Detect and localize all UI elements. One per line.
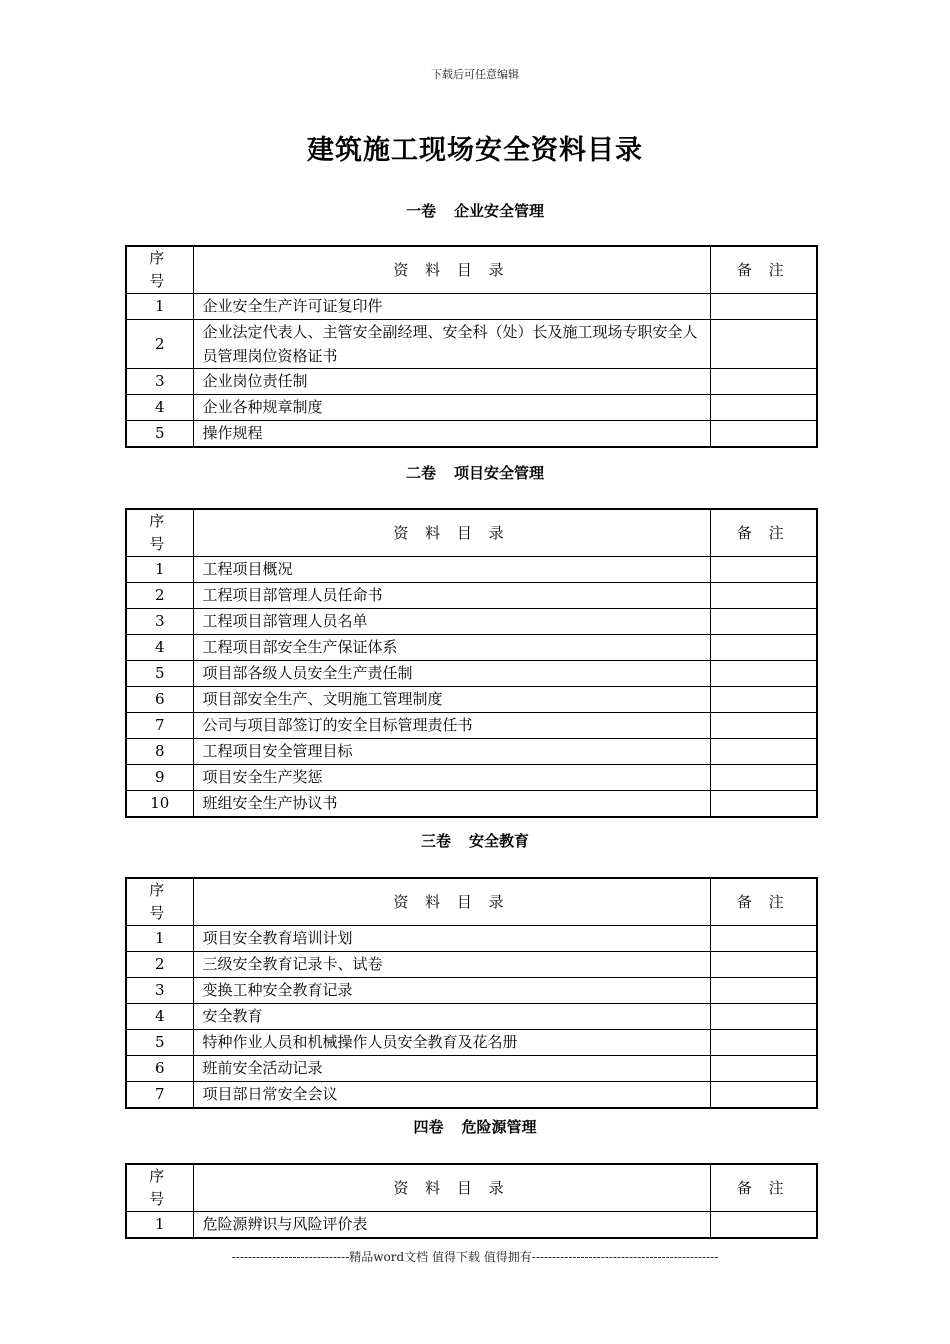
volume-label: 二卷 bbox=[405, 464, 436, 482]
header-remark: 备 注 bbox=[710, 246, 817, 294]
table-row bbox=[126, 609, 817, 635]
table-header-row bbox=[126, 509, 817, 557]
header-remark: 备 注 bbox=[710, 1164, 817, 1212]
header-item: 资 料 目 录 bbox=[193, 509, 710, 557]
table-row bbox=[126, 421, 817, 448]
header-note: 下载后可任意编辑 bbox=[431, 68, 519, 81]
row-remark bbox=[710, 320, 817, 369]
table-row bbox=[126, 320, 817, 369]
header-item: 资 料 目 录 bbox=[193, 246, 710, 294]
table-header-row bbox=[126, 1164, 817, 1212]
row-item: 工程项目部管理人员名单 bbox=[193, 609, 710, 635]
row-num: 5 bbox=[126, 661, 193, 687]
volume-name: 项目安全管理 bbox=[454, 464, 545, 482]
row-item: 工程项目部安全生产保证体系 bbox=[193, 635, 710, 661]
row-remark bbox=[710, 791, 817, 818]
row-remark bbox=[710, 661, 817, 687]
table-row bbox=[126, 739, 817, 765]
volume-table-2 bbox=[125, 508, 818, 818]
row-item: 项目安全生产奖惩 bbox=[193, 765, 710, 791]
volume-table-1 bbox=[125, 245, 818, 448]
row-remark bbox=[710, 978, 817, 1004]
row-num: 3 bbox=[126, 978, 193, 1004]
row-remark bbox=[710, 952, 817, 978]
row-item: 工程项目概况 bbox=[193, 557, 710, 583]
row-num: 1 bbox=[126, 1212, 193, 1239]
row-remark bbox=[710, 926, 817, 952]
row-num: 6 bbox=[126, 1056, 193, 1082]
table-header-row bbox=[126, 878, 817, 926]
footer-note: -----------------------------精品word文档 值得下载 值得拥有---------------------------------------------- bbox=[231, 1250, 719, 1264]
header-remark: 备 注 bbox=[710, 509, 817, 557]
header-num: 序 号 bbox=[126, 246, 193, 294]
row-num: 7 bbox=[126, 713, 193, 739]
page-title: 建筑施工现场安全资料目录 bbox=[307, 135, 643, 166]
table-row bbox=[126, 713, 817, 739]
table-header-row bbox=[126, 246, 817, 294]
row-num: 9 bbox=[126, 765, 193, 791]
volume-label: 四卷 bbox=[413, 1118, 444, 1136]
row-item: 工程项目安全管理目标 bbox=[193, 739, 710, 765]
header-remark: 备 注 bbox=[710, 878, 817, 926]
table-row bbox=[126, 687, 817, 713]
table-row bbox=[126, 294, 817, 320]
row-num: 6 bbox=[126, 687, 193, 713]
volume-title-2 bbox=[0, 462, 950, 483]
row-remark bbox=[710, 1004, 817, 1030]
table-row bbox=[126, 1030, 817, 1056]
row-item: 项目部安全生产、文明施工管理制度 bbox=[193, 687, 710, 713]
table-row bbox=[126, 557, 817, 583]
row-remark bbox=[710, 1056, 817, 1082]
volume-title-1 bbox=[0, 200, 950, 221]
row-num: 2 bbox=[126, 320, 193, 369]
table-row bbox=[126, 1004, 817, 1030]
table-row bbox=[126, 661, 817, 687]
header-num: 序 号 bbox=[126, 878, 193, 926]
row-item: 班前安全活动记录 bbox=[193, 1056, 710, 1082]
row-remark bbox=[710, 687, 817, 713]
row-item: 变换工种安全教育记录 bbox=[193, 978, 710, 1004]
volume-name: 危险源管理 bbox=[461, 1118, 537, 1136]
row-item: 三级安全教育记录卡、试卷 bbox=[193, 952, 710, 978]
row-num: 2 bbox=[126, 583, 193, 609]
volume-label: 三卷 bbox=[420, 832, 451, 850]
row-item: 操作规程 bbox=[193, 421, 710, 448]
row-remark bbox=[710, 765, 817, 791]
table-row bbox=[126, 1082, 817, 1109]
volume-name: 企业安全管理 bbox=[454, 202, 545, 220]
header-num: 序 号 bbox=[126, 1164, 193, 1212]
table-row bbox=[126, 395, 817, 421]
row-item: 项目安全教育培训计划 bbox=[193, 926, 710, 952]
row-num: 3 bbox=[126, 369, 193, 395]
row-item: 项目部日常安全会议 bbox=[193, 1082, 710, 1109]
table-row bbox=[126, 1056, 817, 1082]
volume-title-4 bbox=[0, 1116, 950, 1137]
row-remark bbox=[710, 739, 817, 765]
header-num: 序 号 bbox=[126, 509, 193, 557]
volume-title-3 bbox=[0, 830, 950, 851]
row-item: 班组安全生产协议书 bbox=[193, 791, 710, 818]
row-num: 5 bbox=[126, 1030, 193, 1056]
header-item: 资 料 目 录 bbox=[193, 1164, 710, 1212]
row-num: 1 bbox=[126, 557, 193, 583]
volume-label: 一卷 bbox=[405, 202, 436, 220]
row-remark bbox=[710, 395, 817, 421]
row-item: 企业岗位责任制 bbox=[193, 369, 710, 395]
row-num: 2 bbox=[126, 952, 193, 978]
row-remark bbox=[710, 421, 817, 448]
table-row bbox=[126, 952, 817, 978]
row-remark bbox=[710, 635, 817, 661]
row-item: 工程项目部管理人员任命书 bbox=[193, 583, 710, 609]
row-item: 企业安全生产许可证复印件 bbox=[193, 294, 710, 320]
row-num: 7 bbox=[126, 1082, 193, 1109]
row-item: 公司与项目部签订的安全目标管理责任书 bbox=[193, 713, 710, 739]
row-item: 企业各种规章制度 bbox=[193, 395, 710, 421]
row-num: 5 bbox=[126, 421, 193, 448]
row-num: 4 bbox=[126, 395, 193, 421]
row-num: 1 bbox=[126, 926, 193, 952]
table-row bbox=[126, 369, 817, 395]
table-row bbox=[126, 635, 817, 661]
volume-table-4 bbox=[125, 1163, 818, 1239]
row-item: 危险源辨识与风险评价表 bbox=[193, 1212, 710, 1239]
table-row bbox=[126, 1212, 817, 1239]
table-row bbox=[126, 978, 817, 1004]
row-item: 项目部各级人员安全生产责任制 bbox=[193, 661, 710, 687]
row-num: 10 bbox=[126, 791, 193, 818]
row-num: 1 bbox=[126, 294, 193, 320]
volume-name: 安全教育 bbox=[469, 832, 530, 850]
row-num: 4 bbox=[126, 1004, 193, 1030]
header-item: 资 料 目 录 bbox=[193, 878, 710, 926]
table-row bbox=[126, 791, 817, 818]
row-item: 特种作业人员和机械操作人员安全教育及花名册 bbox=[193, 1030, 710, 1056]
row-remark bbox=[710, 557, 817, 583]
volume-table-3 bbox=[125, 877, 818, 1109]
row-remark bbox=[710, 294, 817, 320]
row-item: 企业法定代表人、主管安全副经理、安全科（处）长及施工现场专职安全人员管理岗位资格证书 bbox=[193, 320, 710, 369]
row-remark bbox=[710, 713, 817, 739]
row-num: 8 bbox=[126, 739, 193, 765]
row-remark bbox=[710, 583, 817, 609]
row-remark bbox=[710, 1030, 817, 1056]
row-remark bbox=[710, 1082, 817, 1109]
row-remark bbox=[710, 1212, 817, 1239]
table-row bbox=[126, 926, 817, 952]
table-row bbox=[126, 583, 817, 609]
row-num: 4 bbox=[126, 635, 193, 661]
table-row bbox=[126, 765, 817, 791]
row-item: 安全教育 bbox=[193, 1004, 710, 1030]
row-remark bbox=[710, 369, 817, 395]
row-remark bbox=[710, 609, 817, 635]
row-num: 3 bbox=[126, 609, 193, 635]
